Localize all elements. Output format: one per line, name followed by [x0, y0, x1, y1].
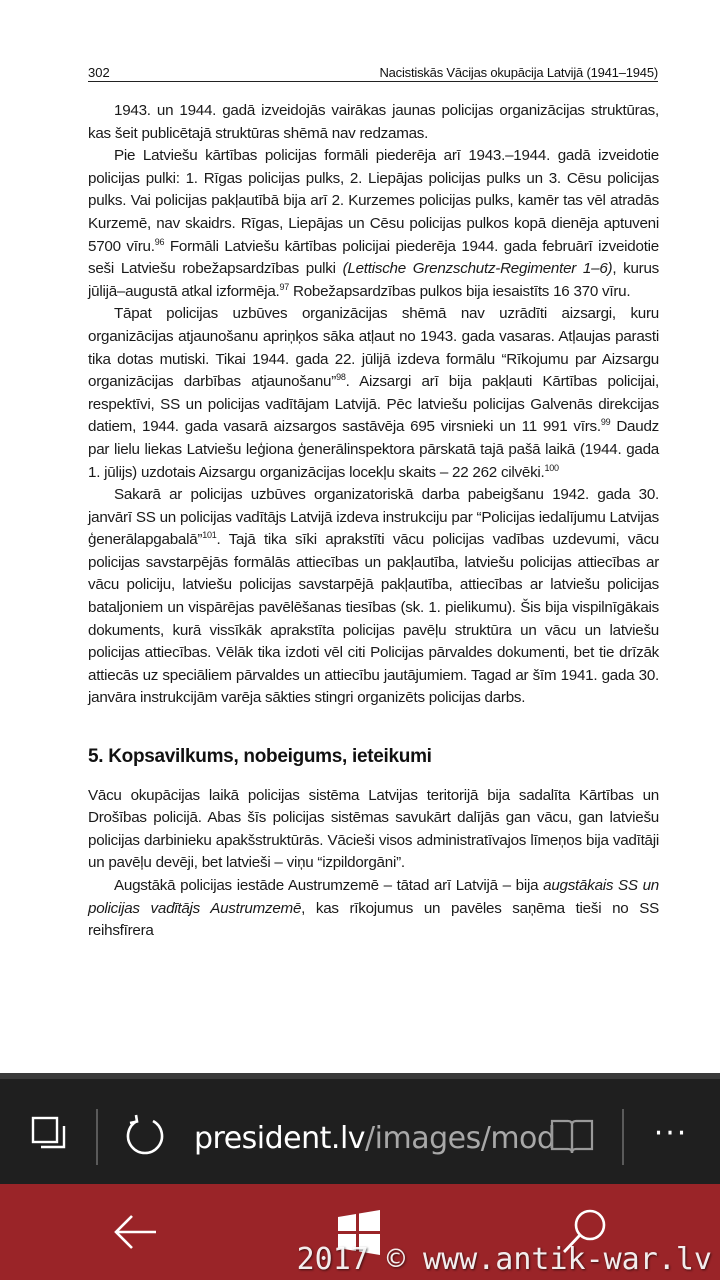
- watermark: 2017 © www.antik-war.lv: [296, 1242, 712, 1277]
- text-run: Daudz par lielu liekas Latviešu leģiona ģenerālinspektora pārskatā tajā pašā laikā (1944. gada 1. jūlijs) uzdotais Aizsargu organizācijas locekļu skaits – 22 262 cilvēki.: [88, 418, 659, 481]
- page-header: [88, 58, 658, 80]
- text-run: Pie Latviešu kārtības policijas formāli piederēja arī 1943.–1944. gadā izveidotie policijas pulki: 1. Rīgas policijas pulks, 2. Liepājas policijas pulks un 3. Cēsu policijas pulks. Vai policijas pakļautībā bija arī 2. Kurzemes policijas pulks, kamēr tas vēl atradās Kurzemē, nav skaidrs. Rīgas, Liepājas un Cēsu policijas pulkos kopā dienēja aptuveni 5700 vīru.: [88, 147, 659, 255]
- back-arrow-icon[interactable]: [110, 1208, 162, 1256]
- section-heading: 5. Kopsavilkums, nobeigums, ieteikumi: [88, 746, 432, 768]
- document-body: [88, 100, 659, 943]
- url-field[interactable]: [194, 1119, 556, 1159]
- toolbar-separator: [96, 1109, 98, 1165]
- url-path: /images/mod: [365, 1121, 556, 1156]
- footnote-ref: 101: [202, 530, 217, 541]
- text-run: Robežapsardzības pulkos bija iesaistīts 16 370 vīru.: [289, 282, 631, 300]
- url-host: president.lv: [194, 1121, 366, 1156]
- italic-text: augstākais SS un policijas vadītājs Austrumzemē: [88, 877, 659, 917]
- text-run: , kurus jūlijā–augustā atkal izformēja.: [88, 260, 660, 300]
- footnote-ref: 96: [154, 236, 165, 247]
- italic-text: (Lettische Grenzschutz-Regimenter 1–6): [342, 260, 613, 278]
- footnote-ref: 99: [600, 417, 611, 428]
- footnote-ref: 100: [544, 462, 559, 473]
- toolbar-separator: [622, 1109, 624, 1165]
- text-run: , kas rīkojumus un pavēles saņēma tieši no SS reihsfīrera: [88, 899, 660, 940]
- paragraph: [88, 303, 659, 484]
- text-run: 1943. un 1944. gadā izveidojās vairākas jaunas policijas organizācijas struktūras, kas šeit publicētajā struktūras shēmā nav redzamas.: [88, 102, 659, 142]
- text-run: Tāpat policijas uzbūves organizācijas shēmā nav uzrādīti aizsargi, kuru organizācijas atjaunošanu apriņķos sāka atļaut no 1943. gada vasaras. Atļaujas parasti tika dotas mutiski. Tikai 1944. gada 22. jūlijā izdeva formālu “Rīkojumu par Aizsargu organizācijas darbības atjaunošanu”: [88, 305, 659, 391]
- paragraph: [88, 100, 659, 145]
- tabs-icon[interactable]: [30, 1115, 70, 1155]
- paragraph-group: [88, 100, 659, 710]
- system-nav-bar: [0, 1184, 720, 1280]
- refresh-icon[interactable]: [122, 1113, 168, 1159]
- reading-view-icon[interactable]: [548, 1117, 596, 1157]
- browser-address-bar: [0, 1073, 720, 1184]
- footnote-ref: 98: [336, 372, 346, 383]
- text-run: Vācu okupācijas laikā policijas sistēma Latvijas teritorijā bija sadalīta Kārtības un Drošības policijā. Abas šīs policijas sistēmas savukārt dalījās gan vācu, gan latviešu policijas darbinieku apakšstruktūrās. Vācieši visos administratīvajos līmeņos bija vadītāji un pavēļu devēji, bet latvieši – viņu “izpildorgāni”.: [88, 786, 659, 872]
- text-run: Sakarā ar policijas uzbūves organizatoriskā darba pabeigšanu 1942. gada 30. janvārī SS un policijas vadītājs Latvijā izdeva instrukciju par “Policijas iedalījumu Latvijas ģenerālapgabalā”: [88, 486, 659, 549]
- paragraph: [88, 145, 659, 303]
- text-run: . Tajā tika sīki aprakstīti vācu policijas vadības uzdevumi, vācu policijas savstarpējās formālās attiecības un pakļautība, latviešu policijas attiecības ar vācu policiju, latviešu policijas savstarpējā pakļautība, attiecības ar latviešu policijas bataljoniem un vispārējas pavēlēšanas tiesības (sk. 1. pielikumu). Šis bija vispilnīgākais dokuments, kurā vissīkāk aprakstīta policijas pavēļu struktūra un vācu un latviešu policijas attiecības. Vēlāk tika izdoti vēl citi Policijas pārvaldes dokumenti, bet tie drīzāk attiecās uz speciāliem pārvaldes un attiecību jautājumiem. Tagad ar šīm 1941. gada 30. janvāra instrukcijām varēja sākties stingri organizēts policijas darbs.: [88, 531, 659, 707]
- paragraph: [88, 484, 659, 710]
- paragraph: [88, 875, 659, 943]
- more-options-button[interactable]: ···: [653, 1116, 689, 1151]
- running-title: Nacistiskās Vācijas okupācija Latvijā (1941–1945): [379, 65, 658, 80]
- text-run: . Aizsargi arī bija pakļauti Kārtības policijai, respektīvi, SS un policijas vadītājam Latvijā. Pēc latviešu policijas Galvenās direkcijas datiem, 1944. gada vasarā aizsargos sastāvēja 695 virsnieki un 11 991 vīrs.: [88, 373, 659, 436]
- page-number: 302: [88, 65, 110, 80]
- paragraph: [88, 785, 659, 875]
- text-run: Formāli Latviešu kārtības policijai piederēja 1944. gada februārī izveidotie seši Latviešu robežapsardzības pulki: [88, 237, 659, 278]
- header-divider: [88, 81, 658, 82]
- section-paragraph-group: [88, 785, 659, 943]
- footnote-ref: 97: [279, 281, 289, 292]
- text-run: Augstākā policijas iestāde Austrumzemē – tātad arī Latvijā – bija: [114, 877, 544, 894]
